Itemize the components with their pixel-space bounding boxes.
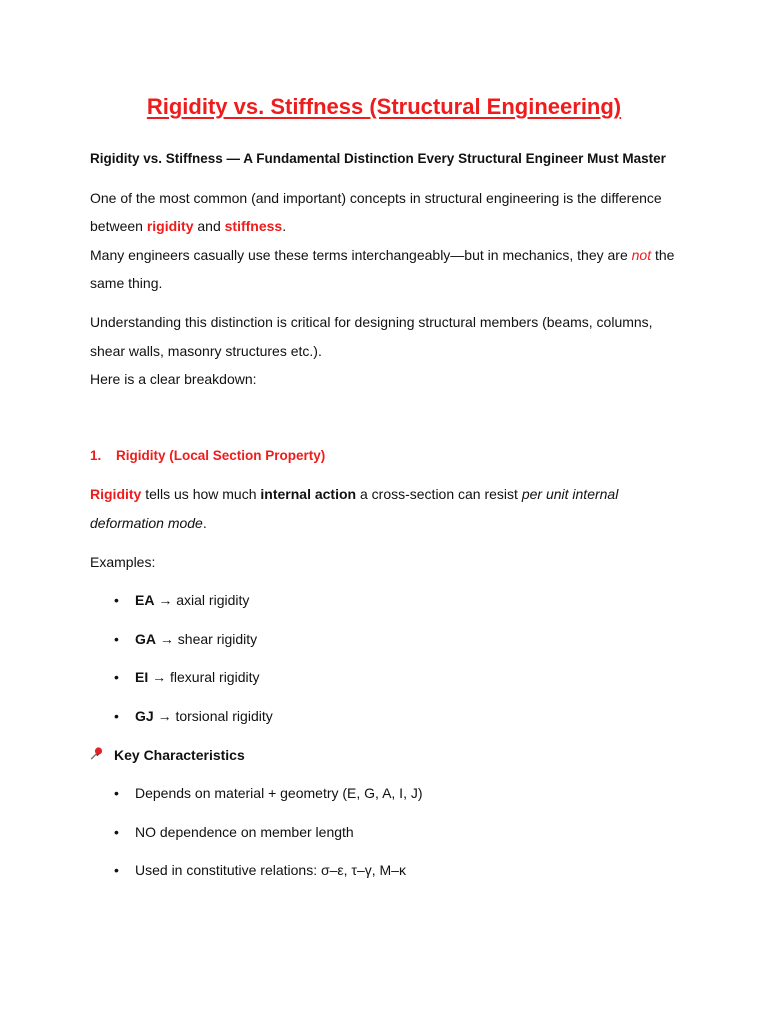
definition-text: . (202, 514, 207, 531)
intro-paragraph-2 (90, 241, 690, 298)
document-body (90, 145, 690, 885)
page-title: Rigidity vs. Stiffness (Structural Engineering) (146, 94, 622, 119)
list-item (90, 779, 690, 808)
definition-italic: per unit internal deformation mode (90, 486, 619, 531)
bullet-icon: • (114, 707, 119, 724)
key-characteristics-label: Key Characteristics (114, 746, 245, 763)
intro-paragraph-1 (90, 184, 690, 241)
list-item (90, 702, 690, 731)
example-text: → shear rigidity (156, 630, 258, 647)
example-symbol: GJ (135, 707, 154, 724)
definition-text: a cross-section can resist (356, 486, 522, 503)
bullet-icon: • (114, 592, 119, 609)
intro-text: One of the most common (and important) concepts in structural engineering is the difference between (90, 189, 662, 235)
example-symbol: EA (135, 592, 155, 609)
key-characteristics-list (90, 779, 690, 885)
example-symbol: GA (135, 630, 156, 647)
term-rigidity: rigidity (146, 218, 194, 235)
list-item-text: Depends on material + geometry (E, G, A, I, J) (135, 785, 423, 802)
example-text: → axial rigidity (154, 592, 250, 609)
definition-text: tells us how much (141, 486, 261, 503)
pushpin-icon (90, 741, 108, 770)
intro-paragraph-4: Here is a clear breakdown: (90, 371, 257, 388)
list-item (90, 625, 690, 654)
list-item (90, 663, 690, 692)
intro-text: . (282, 218, 287, 235)
list-item (90, 586, 690, 615)
intro-paragraph-3: Understanding this distinction is critical for designing structural members (beams, columns, shear walls, masonry structures etc.). (90, 313, 653, 359)
subtitle: Rigidity vs. Stiffness — A Fundamental Distinction Every Structural Engineer Must Master (90, 151, 666, 166)
definition-bold: internal action (260, 486, 357, 503)
rigidity-definition (90, 480, 690, 537)
section-number: 1. (90, 447, 102, 463)
bullet-icon: • (114, 669, 119, 686)
list-item-text: NO dependence on member length (135, 823, 354, 840)
example-text: → torsional rigidity (153, 707, 273, 724)
list-item (90, 818, 690, 847)
bullet-icon: • (114, 630, 119, 647)
list-item (90, 856, 690, 885)
section-heading-text: Rigidity (Local Section Property) (116, 447, 326, 463)
intro-text: and (193, 218, 225, 235)
examples-list (90, 586, 690, 730)
term-stiffness: stiffness (224, 218, 283, 235)
example-text: → flexural rigidity (148, 669, 260, 686)
bullet-icon: • (114, 823, 119, 840)
intro-text: Many engineers casually use these terms interchangeably—but in mechanics, they are (90, 246, 632, 263)
term-rigidity: Rigidity (90, 486, 142, 503)
examples-label: Examples: (90, 553, 156, 570)
list-item-text: Used in constitutive relations: σ–ε, τ–γ, M–κ (135, 862, 406, 879)
example-symbol: EI (135, 669, 149, 686)
bullet-icon: • (114, 785, 119, 802)
bullet-icon: • (114, 862, 119, 879)
section-1-heading (90, 442, 690, 471)
emphasis-not: not (631, 246, 652, 263)
key-characteristics-heading (90, 741, 690, 770)
intro-text: the same thing. (90, 246, 675, 292)
